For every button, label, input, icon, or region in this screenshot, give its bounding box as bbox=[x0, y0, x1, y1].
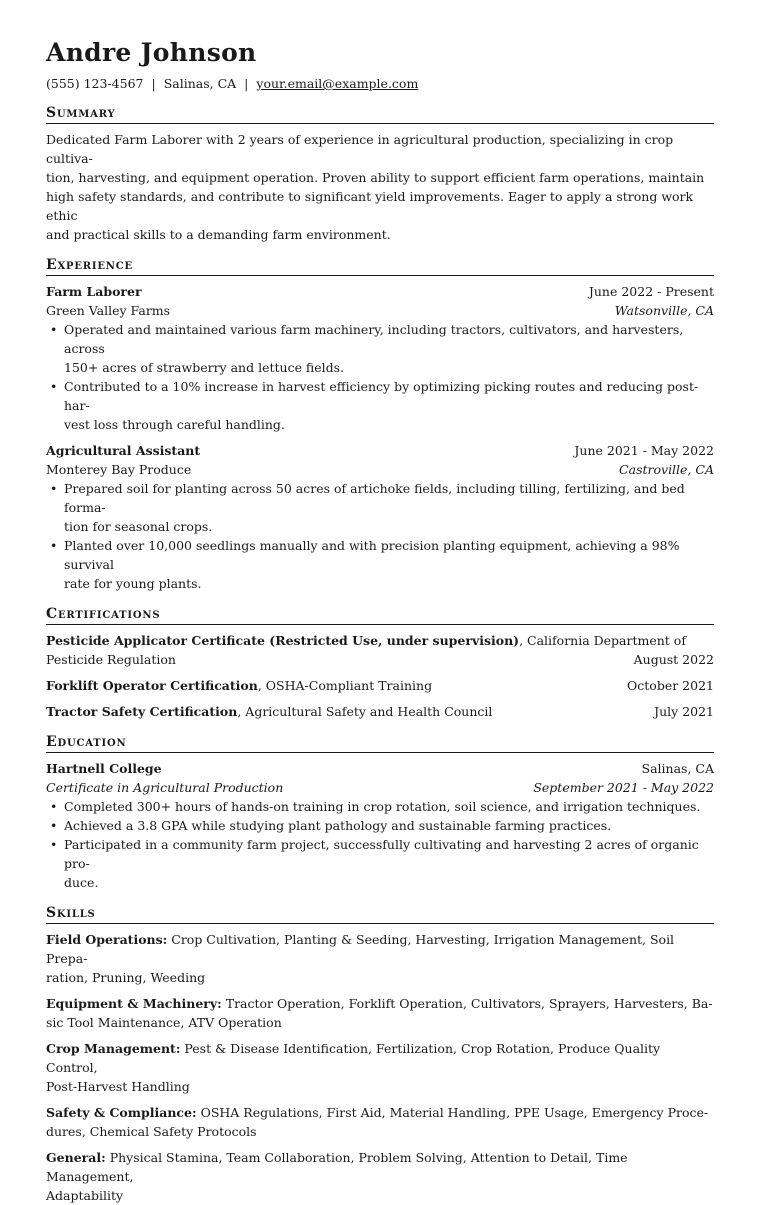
certification-entry bbox=[46, 631, 714, 669]
certification-issuer: , California Department of bbox=[519, 633, 686, 648]
list-item bbox=[46, 835, 714, 892]
school-location: Salinas, CA bbox=[641, 761, 714, 776]
certification-entry bbox=[46, 702, 714, 721]
job-role: Farm Laborer bbox=[46, 284, 142, 299]
section-title-certifications: Certifications bbox=[46, 605, 714, 625]
skill-label: Crop Management: bbox=[46, 1041, 181, 1056]
certification-entry bbox=[46, 676, 714, 695]
certification-date: August 2022 bbox=[633, 652, 714, 667]
summary-line: high safety standards, and contribute to significant yield improvements. Eager to apply a strong work ethic bbox=[46, 189, 694, 223]
experience-section bbox=[46, 256, 714, 593]
bullet-icon: • bbox=[50, 379, 58, 394]
bullet-line: tion for seasonal crops. bbox=[64, 519, 213, 534]
location: Salinas, CA bbox=[163, 76, 237, 91]
job-company: Monterey Bay Produce bbox=[46, 462, 192, 477]
skill-list: Adaptability bbox=[46, 1188, 124, 1203]
section-title-education: Education bbox=[46, 733, 714, 753]
candidate-name: Andre Johnson bbox=[46, 38, 257, 67]
bullet-icon: • bbox=[50, 799, 58, 814]
program-name: Certificate in Agricultural Production bbox=[46, 780, 284, 795]
certification-name: Forklift Operator Certification bbox=[46, 678, 258, 693]
education-section bbox=[46, 733, 714, 892]
skill-group bbox=[46, 1148, 714, 1205]
list-item bbox=[46, 479, 714, 536]
list-item bbox=[46, 797, 714, 816]
bullet-line: vest loss through careful handling. bbox=[64, 417, 285, 432]
separator: | bbox=[151, 76, 156, 91]
program-dates: September 2021 - May 2022 bbox=[533, 780, 714, 795]
contact-line bbox=[46, 76, 714, 92]
skill-group bbox=[46, 994, 714, 1032]
bullet-icon: • bbox=[50, 481, 58, 496]
experience-entry bbox=[46, 441, 714, 593]
separator: | bbox=[244, 76, 249, 91]
skill-label: General: bbox=[46, 1150, 106, 1165]
skill-list: ration, Pruning, Weeding bbox=[46, 970, 206, 985]
skill-label: Equipment & Machinery: bbox=[46, 996, 222, 1011]
summary-line: tion, harvesting, and equipment operation. Proven ability to support efficient farm operations, maintain bbox=[46, 170, 705, 185]
bullet-icon: • bbox=[50, 538, 58, 553]
certification-issuer: Pesticide Regulation bbox=[46, 652, 176, 667]
job-location: Watsonville, CA bbox=[614, 303, 714, 318]
school-name: Hartnell College bbox=[46, 761, 162, 776]
bullet-line: Achieved a 3.8 GPA while studying plant pathology and sustainable farming practices. bbox=[64, 818, 612, 833]
skill-list: sic Tool Maintenance, ATV Operation bbox=[46, 1015, 282, 1030]
skill-list: Physical Stamina, Team Collaboration, Problem Solving, Attention to Detail, Time Management, bbox=[46, 1150, 628, 1184]
bullet-icon: • bbox=[50, 322, 58, 337]
list-item bbox=[46, 320, 714, 377]
certification-issuer: , Agricultural Safety and Health Council bbox=[237, 704, 493, 719]
job-company: Green Valley Farms bbox=[46, 303, 171, 318]
email-link[interactable]: your.email@example.com bbox=[256, 76, 419, 91]
bullet-line: duce. bbox=[64, 875, 99, 890]
skill-list: Crop Cultivation, Planting & Seeding, Harvesting, Irrigation Management, Soil Prepa- bbox=[46, 932, 675, 966]
certification-name: Pesticide Applicator Certificate (Restricted Use, under supervision) bbox=[46, 633, 520, 648]
summary-line: and practical skills to a demanding farm environment. bbox=[46, 227, 391, 242]
job-dates: June 2022 - Present bbox=[588, 284, 714, 299]
bullet-line: Operated and maintained various farm machinery, including tractors, cultivators, and harvesters, across bbox=[64, 322, 684, 356]
bullet-icon: • bbox=[50, 837, 58, 852]
skill-group bbox=[46, 1103, 714, 1141]
skill-group bbox=[46, 930, 714, 987]
summary-section bbox=[46, 104, 714, 244]
bullet-line: Planted over 10,000 seedlings manually and with precision planting equipment, achieving a 98% survival bbox=[64, 538, 680, 572]
skill-label: Field Operations: bbox=[46, 932, 168, 947]
section-title-summary: Summary bbox=[46, 104, 714, 124]
phone-number: (555) 123-4567 bbox=[46, 76, 144, 91]
list-item bbox=[46, 536, 714, 593]
certification-issuer: , OSHA-Compliant Training bbox=[257, 678, 433, 693]
bullet-line: Contributed to a 10% increase in harvest efficiency by optimizing picking routes and reducing post-har- bbox=[64, 379, 699, 413]
skill-list: Post-Harvest Handling bbox=[46, 1079, 190, 1094]
job-location: Castroville, CA bbox=[619, 462, 714, 477]
certifications-section bbox=[46, 605, 714, 721]
experience-entry bbox=[46, 282, 714, 434]
bullet-icon: • bbox=[50, 818, 58, 833]
bullet-line: 150+ acres of strawberry and lettuce fields. bbox=[64, 360, 345, 375]
skill-list: Pest & Disease Identification, Fertilization, Crop Rotation, Produce Quality Control, bbox=[46, 1041, 661, 1075]
bullet-line: rate for young plants. bbox=[64, 576, 202, 591]
job-dates: June 2021 - May 2022 bbox=[574, 443, 714, 458]
job-role: Agricultural Assistant bbox=[46, 443, 201, 458]
certification-date: July 2021 bbox=[654, 704, 714, 719]
section-title-experience: Experience bbox=[46, 256, 714, 276]
bullet-line: Completed 300+ hours of hands-on training in crop rotation, soil science, and irrigation techniques. bbox=[64, 799, 701, 814]
bullet-line: Participated in a community farm project, successfully cultivating and harvesting 2 acres of organic pro- bbox=[64, 837, 699, 871]
skill-list: OSHA Regulations, First Aid, Material Handling, PPE Usage, Emergency Proce- bbox=[196, 1105, 709, 1120]
skill-group bbox=[46, 1039, 714, 1096]
list-item bbox=[46, 377, 714, 434]
certification-date: October 2021 bbox=[627, 678, 714, 693]
section-title-skills: Skills bbox=[46, 904, 714, 924]
skill-list: Tractor Operation, Forklift Operation, Cultivators, Sprayers, Harvesters, Ba- bbox=[221, 996, 713, 1011]
certification-name: Tractor Safety Certification bbox=[46, 704, 238, 719]
summary-line: Dedicated Farm Laborer with 2 years of experience in agricultural production, specializing in crop cultiva- bbox=[46, 132, 674, 166]
skill-label: Safety & Compliance: bbox=[46, 1105, 197, 1120]
skill-list: dures, Chemical Safety Protocols bbox=[46, 1124, 257, 1139]
skills-section bbox=[46, 904, 714, 1205]
summary-text bbox=[46, 130, 714, 244]
list-item bbox=[46, 816, 714, 835]
bullet-line: Prepared soil for planting across 50 acres of artichoke fields, including tilling, fertilizing, and bed forma- bbox=[64, 481, 685, 515]
